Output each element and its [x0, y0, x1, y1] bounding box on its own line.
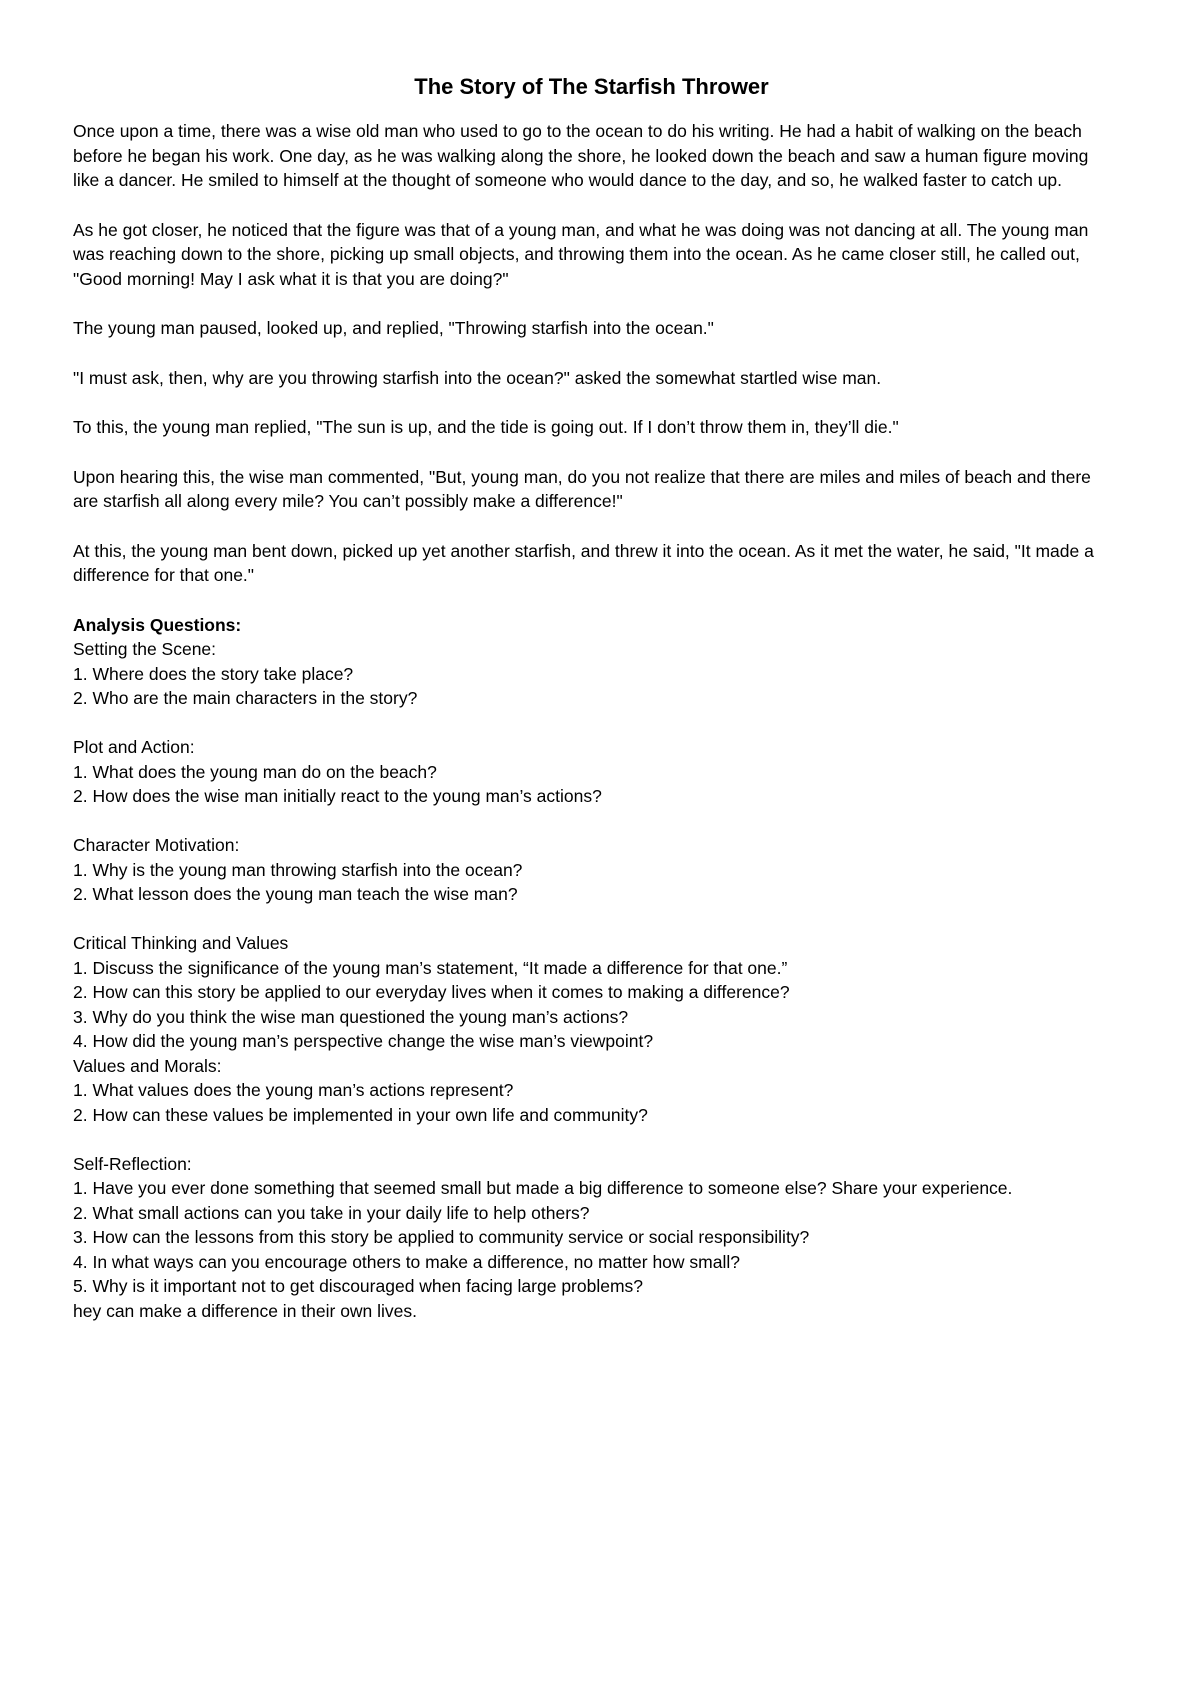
- section-setting-the-scene: [73, 637, 1110, 711]
- question-list: [73, 1176, 1110, 1299]
- section-label: Self-Reflection:: [73, 1153, 192, 1174]
- story-paragraph: To this, the young man replied, "The sun is up, and the tide is going out. If I don’t throw them in, they’ll die.": [73, 417, 899, 437]
- question-item: 2. How can these values be implemented in your own life and community?: [73, 1104, 648, 1125]
- story-paragraph: At this, the young man bent down, picked up yet another starfish, and threw it into the ocean. As it met the water, he said, "It made a difference for that one.": [73, 540, 1094, 585]
- question-item: 2. How can this story be applied to our everyday lives when it comes to making a difference?: [73, 982, 790, 1002]
- question-item: 1. Discuss the significance of the young man’s statement, “It made a difference for that one.”: [73, 957, 788, 978]
- section-plot-and-action: [73, 735, 1110, 809]
- question-list: [73, 662, 1110, 711]
- story-body: [73, 119, 1110, 588]
- story-paragraph: "I must ask, then, why are you throwing starfish into the ocean?" asked the somewhat startled wise man.: [73, 367, 882, 388]
- question-item: 2. How does the wise man initially react to the young man’s actions?: [73, 786, 602, 806]
- question-item: 2. Who are the main characters in the story?: [73, 688, 418, 708]
- section-label: Plot and Action:: [73, 737, 195, 757]
- question-item: 2. What small actions can you take in your daily life to help others?: [73, 1202, 590, 1223]
- question-item: 1. Why is the young man throwing starfish into the ocean?: [73, 859, 523, 880]
- analysis-questions: [73, 613, 1110, 1324]
- story-paragraph: The young man paused, looked up, and replied, "Throwing starfish into the ocean.": [73, 318, 714, 338]
- closing-line: hey can make a difference in their own lives.: [73, 1300, 418, 1321]
- section-label: Critical Thinking and Values: [73, 933, 289, 953]
- question-item: 4. How did the young man’s perspective change the wise man’s viewpoint?: [73, 1031, 654, 1051]
- question-item: 1. What does the young man do on the beach?: [73, 761, 437, 782]
- question-item: 5. Why is it important not to get discouraged when facing large problems?: [73, 1276, 644, 1296]
- question-item: 2. What lesson does the young man teach the wise man?: [73, 884, 518, 904]
- story-paragraph: As he got closer, he noticed that the figure was that of a young man, and what he was doing was not dancing at all. The young man was reaching down to the shore, picking up small objects, and throwing them into the ocean. As he came closer still, he called out, "Good morning! May I ask what it is that you are doing?": [73, 219, 1089, 289]
- question-list: [73, 858, 1110, 907]
- question-item: 3. How can the lessons from this story be applied to community service or social responsibility?: [73, 1227, 810, 1247]
- question-item: 1. Where does the story take place?: [73, 663, 354, 684]
- section-label: Setting the Scene:: [73, 639, 217, 659]
- section-values-and-morals: [73, 1054, 1110, 1128]
- section-label: Values and Morals:: [73, 1055, 222, 1076]
- section-character-motivation: [73, 833, 1110, 907]
- section-self-reflection: [73, 1152, 1110, 1324]
- question-list: [73, 956, 1110, 1054]
- question-list: [73, 760, 1110, 809]
- question-item: 1. Have you ever done something that seemed small but made a big difference to someone else? Share your experience.: [73, 1178, 1013, 1198]
- question-list: [73, 1078, 1110, 1127]
- story-paragraph: Once upon a time, there was a wise old man who used to go to the ocean to do his writing. He had a habit of walking on the beach before he began his work. One day, as he was walking along the shore, he looked down the beach and saw a human figure moving like a dancer. He smiled to himself at the thought of someone who would dance to the day, and so, he walked faster to catch up.: [73, 121, 1089, 190]
- section-label: Character Motivation:: [73, 835, 240, 855]
- question-item: 3. Why do you think the wise man questioned the young man’s actions?: [73, 1006, 629, 1027]
- story-paragraph: Upon hearing this, the wise man commented, "But, young man, do you not realize that there are miles and miles of beach and there are starfish all along every mile? You can’t possibly make a difference!": [73, 466, 1091, 511]
- question-item: 1. What values does the young man’s actions represent?: [73, 1080, 514, 1100]
- document-title: The Story of The Starfish Thrower: [414, 74, 769, 99]
- question-item: 4. In what ways can you encourage others to make a difference, no matter how small?: [73, 1251, 740, 1272]
- section-critical-thinking: [73, 931, 1110, 1054]
- analysis-heading: Analysis Questions:: [73, 614, 242, 635]
